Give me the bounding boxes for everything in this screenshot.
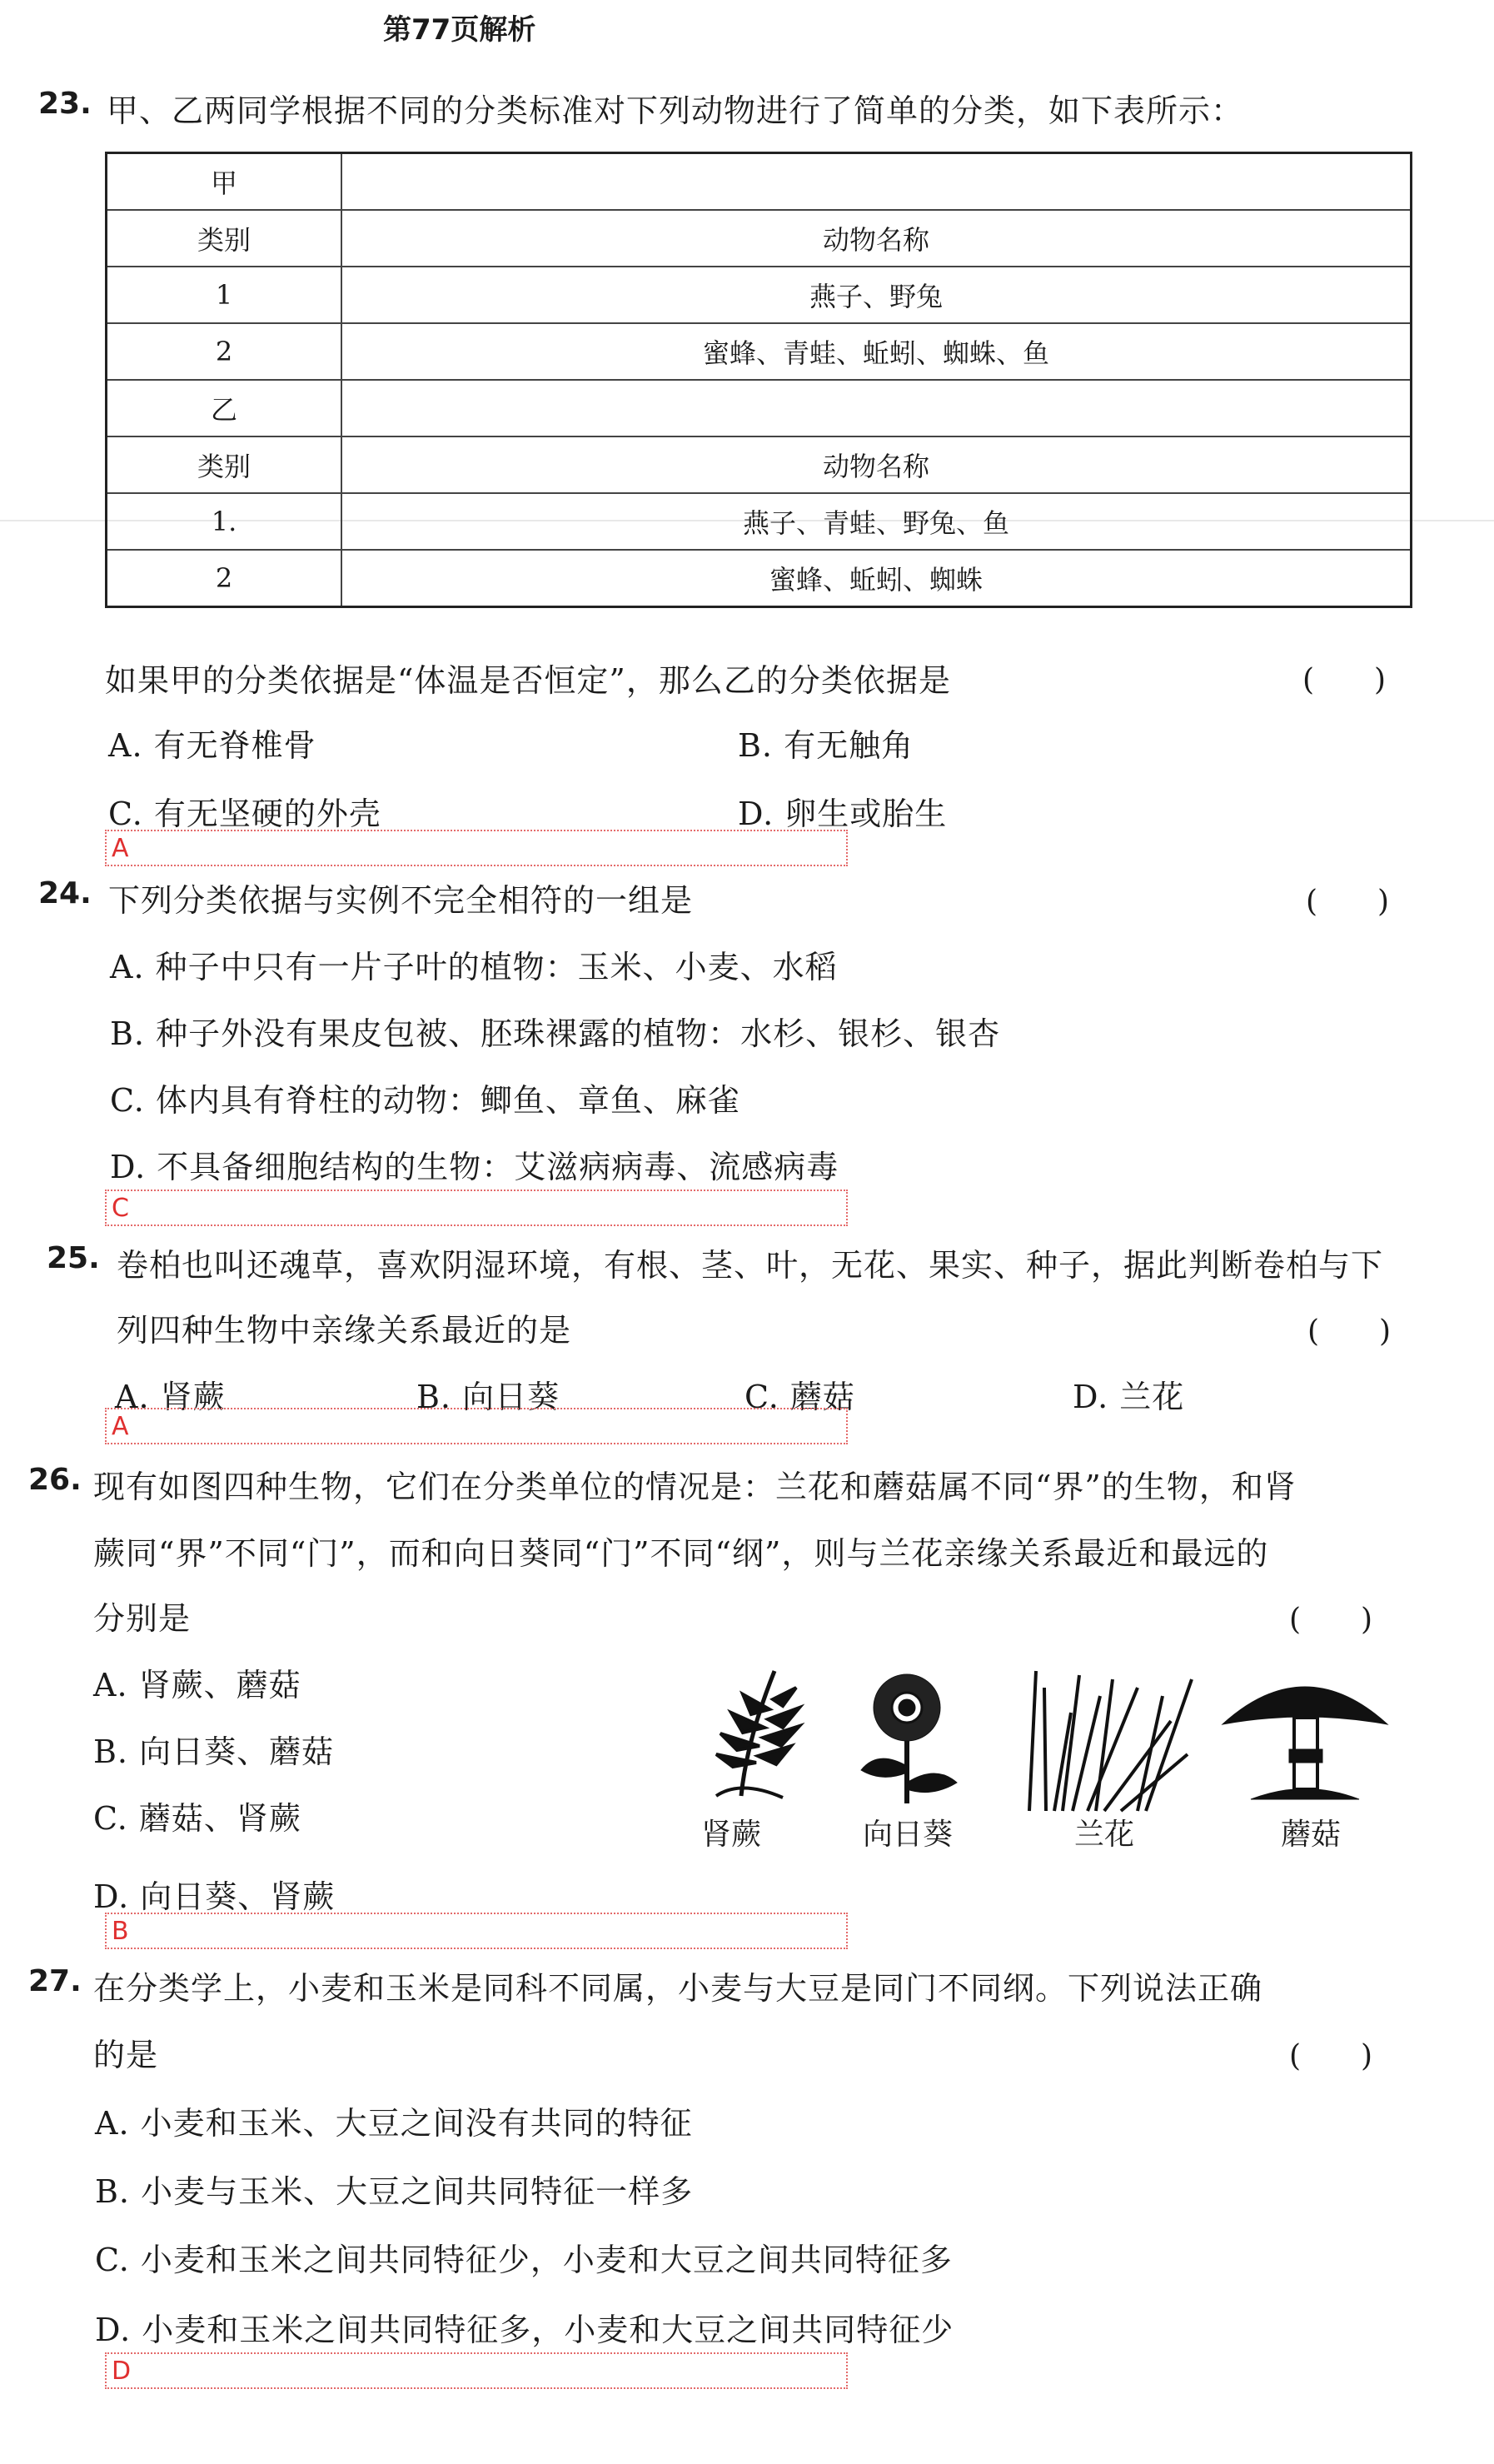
q23-answer-box: A — [105, 830, 848, 866]
figure-label-fern: 肾蕨 — [700, 1818, 761, 1852]
q24-answer-box: C — [105, 1190, 848, 1226]
q25-stem-line2: 列四种生物中亲缘关系最近的是 — [117, 1312, 572, 1349]
q23-stem: 甲、乙两同学根据不同的分类标准对下列动物进行了简单的分类，如下表所示： — [107, 92, 1244, 129]
orchid-image — [1021, 1663, 1196, 1813]
table-row — [107, 267, 1412, 323]
fern-image — [683, 1663, 824, 1804]
q27-answer-bracket: ( ) — [1289, 2039, 1373, 2073]
q25-answer-box: A — [105, 1408, 848, 1444]
q23-option-b: B. 有无触角 — [738, 727, 914, 764]
figure-label-mushroom: 蘑菇 — [1280, 1818, 1341, 1852]
q24-option-a: A. 种子中只有一片子叶的植物：玉米、小麦、水稻 — [110, 949, 838, 985]
table-cell: 燕子、野兔 — [341, 267, 1412, 323]
q25-option-d: D. 兰花 — [1073, 1379, 1185, 1415]
table-cell: 燕子、青蛙、野兔、鱼 — [341, 493, 1412, 550]
q25-option-a: A. 肾蕨 — [115, 1379, 226, 1415]
q26-option-a: A. 肾蕨、蘑菇 — [93, 1667, 301, 1703]
q26-stem-line2: 蕨同“界”不同“门”，而和向日葵同“门”不同“纲”，则与兰花亲缘关系最近和最远的 — [93, 1535, 1269, 1572]
figure-label-sunflower: 向日葵 — [862, 1818, 953, 1852]
table-header-category: 类别 — [107, 210, 342, 267]
table-cell: 1. — [107, 493, 342, 550]
q27-number: 27. — [28, 1964, 82, 1998]
q26-number: 26. — [28, 1463, 82, 1497]
q24-option-b: B. 种子外没有果皮包被、胚珠裸露的植物：水杉、银杉、银杏 — [110, 1015, 1001, 1052]
table-cell: 蜜蜂、青蛙、蚯蚓、蜘蛛、鱼 — [341, 323, 1412, 380]
q23-option-d: D. 卵生或胎生 — [738, 796, 948, 832]
sunflower-image — [844, 1666, 969, 1808]
q27-option-d: D. 小麦和玉米之间共同特征多，小麦和大豆之间共同特征少 — [95, 2312, 954, 2348]
q23-option-a: A. 有无脊椎骨 — [108, 727, 316, 764]
table-row — [107, 210, 1412, 267]
q25-answer-bracket: ( ) — [1307, 1314, 1392, 1349]
table-row — [107, 323, 1412, 380]
q23-option-c: C. 有无坚硬的外壳 — [108, 796, 381, 832]
q25-number: 25. — [47, 1241, 100, 1275]
table-row — [107, 153, 1412, 211]
table-cell-empty — [341, 153, 1412, 211]
figure-label-orchid: 兰花 — [1073, 1818, 1134, 1852]
table-header-animals: 动物名称 — [341, 436, 1412, 493]
q24-stem: 下列分类依据与实例不完全相符的一组是 — [108, 882, 694, 919]
q27-option-c: C. 小麦和玉米之间共同特征少，小麦和大豆之间共同特征多 — [95, 2242, 953, 2278]
q23-number: 23. — [38, 87, 92, 121]
q25-option-b: B. 向日葵 — [416, 1379, 560, 1415]
table-cell-yi: 乙 — [107, 380, 342, 436]
table-row — [107, 436, 1412, 493]
mushroom-image — [1218, 1666, 1392, 1808]
q23-classification-table — [105, 152, 1412, 608]
q24-answer-bracket: ( ) — [1306, 885, 1390, 919]
q23-question: 如果甲的分类依据是“体温是否恒定”，那么乙的分类依据是 — [105, 662, 951, 699]
q24-option-d: D. 不具备细胞结构的生物：艾滋病病毒、流感病毒 — [110, 1149, 839, 1185]
q27-option-a: A. 小麦和玉米、大豆之间没有共同的特征 — [95, 2105, 693, 2142]
q27-stem-line2: 的是 — [93, 2037, 159, 2073]
table-header-category: 类别 — [107, 436, 342, 493]
page-title: 第77页解析 — [383, 13, 536, 47]
q24-option-c: C. 体内具有脊柱的动物：鲫鱼、章鱼、麻雀 — [110, 1082, 740, 1119]
table-cell-jia: 甲 — [107, 153, 342, 211]
q27-answer-box: D — [105, 2352, 848, 2389]
q26-option-d: D. 向日葵、肾蕨 — [93, 1878, 336, 1915]
q24-number: 24. — [38, 876, 92, 910]
q26-answer-bracket: ( ) — [1289, 1603, 1373, 1637]
q27-stem-line1: 在分类学上，小麦和玉米是同科不同属，小麦与大豆是同门不同纲。下列说法正确 — [93, 1970, 1263, 2007]
table-cell: 蜜蜂、蚯蚓、蜘蛛 — [341, 550, 1412, 607]
q23-answer-bracket: ( ) — [1302, 663, 1387, 697]
table-cell: 1 — [107, 267, 342, 323]
q27-option-b: B. 小麦与玉米、大豆之间共同特征一样多 — [95, 2173, 694, 2210]
table-header-animals: 动物名称 — [341, 210, 1412, 267]
q26-stem-line1: 现有如图四种生物，它们在分类单位的情况是：兰花和蘑菇属不同“界”的生物，和肾 — [93, 1469, 1297, 1505]
q26-answer-box: B — [105, 1913, 848, 1949]
q26-stem-line3: 分别是 — [93, 1600, 192, 1637]
q25-option-c: C. 蘑菇 — [745, 1379, 855, 1415]
table-row — [107, 550, 1412, 607]
table-cell: 2 — [107, 323, 342, 380]
table-row — [107, 380, 1412, 436]
q26-option-c: C. 蘑菇、肾蕨 — [93, 1800, 301, 1837]
q25-stem-line1: 卷柏也叫还魂草，喜欢阴湿环境，有根、茎、叶，无花、果实、种子，据此判断卷柏与下 — [117, 1247, 1384, 1284]
table-cell: 2 — [107, 550, 342, 607]
table-cell-empty — [341, 380, 1412, 436]
table-row — [107, 493, 1412, 550]
q26-option-b: B. 向日葵、蘑菇 — [93, 1733, 335, 1770]
